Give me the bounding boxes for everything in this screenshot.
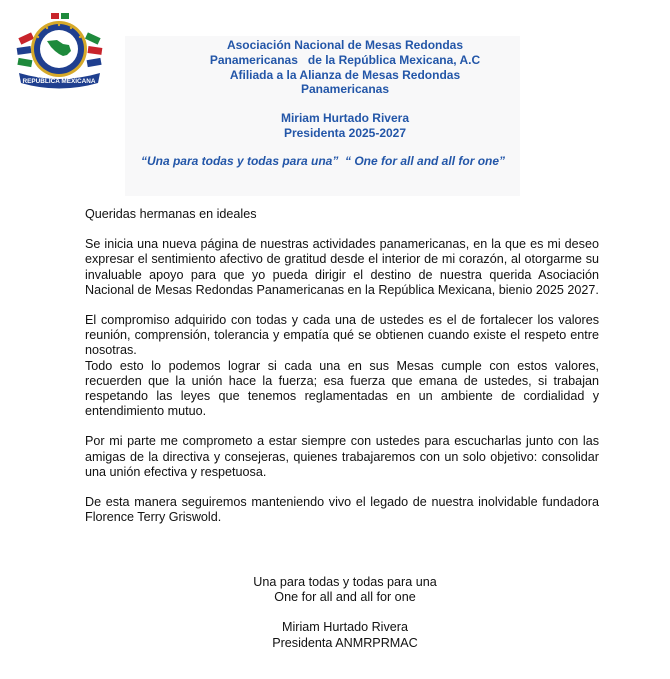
letter-body: [85, 207, 599, 525]
banner-text: REPÚBLICA MEXICANA: [22, 78, 96, 85]
president-role: Presidenta 2025-2027: [283, 125, 407, 140]
letter-closing: [230, 575, 460, 651]
paragraph: Todo esto lo podemos lograr si cada una en sus Mesas cumple con estos valores, recuerden que la unión hace la fuerza; esa fuerza que emana de ustedes, si trabajan respetando las leyes que tenemos reglamentadas en un ambiente de cordialidad y entendimiento mutuo.: [85, 358, 599, 419]
closing-motto-en: One for all and all for one: [274, 590, 416, 605]
greeting: Queridas hermanas en ideales: [85, 207, 257, 221]
signature-name: Miriam Hurtado Rivera: [282, 620, 408, 635]
letterhead: [125, 38, 565, 141]
president-name: Miriam Hurtado Rivera: [280, 111, 410, 126]
signature-title: Presidenta ANMRPRMAC: [272, 635, 418, 650]
org-affiliation-line: Panamericanas: [300, 82, 390, 97]
paragraph: De esta manera seguiremos manteniendo vivo el legado de nuestra inolvidable fundadora Florence Terry Griswold.: [85, 495, 599, 525]
header-motto: “Una para todas y todas para una” “ One for all and all for one”: [140, 154, 506, 168]
closing-motto-es: Una para todas y todas para una: [253, 575, 437, 589]
paragraph: El compromiso adquirido con todas y cada una de ustedes es el de fortalecer los valores reunión, comprensión, tolerancia y empatía qué se obtienen cuando existe el respeto entre nosotras.: [85, 313, 599, 358]
org-affiliation-line: Afiliada a la Alianza de Mesas Redondas: [229, 67, 461, 82]
paragraph: Se inicia una nueva página de nuestras actividades panamericanas, en la que es mi deseo expresar el sentimiento afectivo de gratitud desde el interior de mi corazón, al otorgarme su invaluable apoyo para que yo pueda dirigir el destino de nuestra querida Asociación Nacional de Mesas Redondas Panamericanas en la República Mexicana, bienio 2025 2027.: [85, 237, 599, 297]
org-name-line: Asociación Nacional de Mesas Redondas: [226, 38, 464, 52]
paragraph: Por mi parte me comprometo a estar siempre con ustedes para escucharlas junto con las amigas de la directiva y consejeras, quienes trabajaremos con un solo objetivo: consolidar una unión efectiva y respetuosa.: [85, 434, 599, 479]
association-logo: [13, 11, 106, 93]
org-name-line: Panamericanas de la República Mexicana, A.C: [209, 52, 481, 67]
association-emblem-icon: [13, 11, 106, 93]
